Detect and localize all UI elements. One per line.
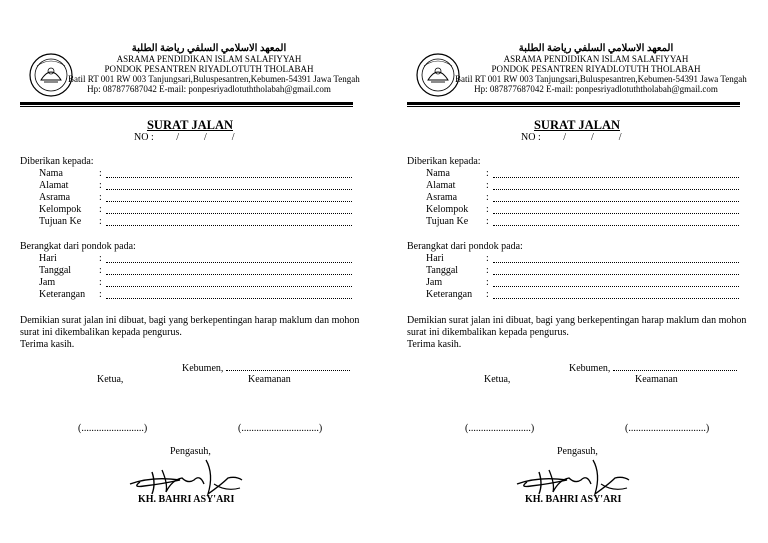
field-label: Nama [426,168,450,179]
arabic-institution-name: المعهد الاسلامي السلفي رياضة الطلبة [518,43,674,54]
institution-line-1: ASRAMA PENDIDIKAN ISLAM SALAFIYYAH [503,54,689,64]
pengasuh-label: Pengasuh, [557,446,598,457]
document-title: SURAT JALAN [533,118,620,132]
fill-line[interactable] [106,189,352,190]
berangkat-label: Berangkat dari pondok pada: [20,241,136,252]
date-fill-line[interactable] [613,362,737,371]
field-tanggal[interactable]: Tanggal : [39,265,352,277]
header-divider-thick [20,102,353,105]
institution-address: Batil RT 001 RW 003 Tanjungsari,Buluspesantren,Kebumen-54391 Jawa Tengah [455,74,747,84]
fill-line[interactable] [493,262,739,263]
keamanan-label: Keamanan [248,374,291,385]
keamanan-signature-line[interactable]: (...............................) [238,423,323,434]
field-label: Alamat [39,180,69,191]
fill-line[interactable] [106,201,352,202]
letterhead-text [455,43,747,94]
field-label: Jam [426,277,443,288]
institution-line-1: ASRAMA PENDIDIKAN ISLAM SALAFIYYAH [116,54,302,64]
fill-line[interactable] [106,177,352,178]
fill-line[interactable] [493,189,739,190]
field-alamat[interactable]: Alamat : [426,180,739,192]
document-number: NO : / / / [134,132,235,143]
institution-address: Batil RT 001 RW 003 Tanjungsari,Buluspesantren,Kebumen-54391 Jawa Tengah [68,74,360,84]
fill-line[interactable] [106,225,352,226]
letterhead [20,44,360,102]
fill-line[interactable] [106,262,352,263]
fill-line[interactable] [106,286,352,287]
ketua-label: Ketua, [97,374,124,385]
document-title: SURAT JALAN [146,118,233,132]
field-label: Tujuan Ke [426,216,469,227]
institution-line-2: PONDOK PESANTREN RIYADLOTUTH THOLABAH [491,64,701,74]
kh-name: KH. BAHRI ASY'ARI [525,494,622,505]
field-label: Tanggal [39,265,72,276]
field-tujuan-ke[interactable]: Tujuan Ke : [39,216,352,228]
institution-line-2: PONDOK PESANTREN RIYADLOTUTH THOLABAH [104,64,314,74]
field-label: Hari [39,253,57,264]
ketua-signature-line[interactable]: (.........................) [465,423,535,434]
ketua-signature-line[interactable]: (.........................) [78,423,148,434]
fill-line[interactable] [493,298,739,299]
field-kelompok[interactable]: Kelompok : [426,204,739,216]
field-nama[interactable]: Nama : [39,168,352,180]
ketua-label: Ketua, [484,374,511,385]
field-label: Tujuan Ke [39,216,82,227]
letterhead [407,44,747,102]
fill-line[interactable] [106,298,352,299]
fill-line[interactable] [493,213,739,214]
closing-paragraph [20,315,360,351]
fill-line[interactable] [106,213,352,214]
thanks-text: Terima kasih. [20,339,75,350]
letterhead-text [68,43,360,94]
keamanan-label: Keamanan [635,374,678,385]
handwritten-signature [122,454,252,496]
field-label: Asrama [39,192,71,203]
field-jam[interactable]: Jam : [39,277,352,289]
place-date [569,362,737,374]
field-label: Alamat [426,180,456,191]
closing-text: Demikian surat jalan ini dibuat, bagi yang berkepentingan harap maklum dan mohon surat ini dikembalikan kepada pengurus. [20,315,360,338]
document-number: NO : / / / [521,132,622,143]
keamanan-signature-line[interactable]: (...............................) [625,423,710,434]
fill-line[interactable] [493,225,739,226]
field-label: Asrama [426,192,458,203]
field-nama[interactable]: Nama : [426,168,739,180]
field-keterangan[interactable]: Keterangan : [39,289,352,301]
field-label: Keterangan [39,289,86,300]
place-date [182,362,350,374]
header-divider-thick [407,102,740,105]
field-label: Kelompok [39,204,82,215]
fill-line[interactable] [493,201,739,202]
place-label: Kebumen, [569,363,611,374]
field-hari[interactable]: Hari : [39,253,352,265]
institution-contact: Hp: 087877687042 E-mail: ponpesriyadlotuththolabah@gmail.com [87,84,331,94]
field-label: Keterangan [426,289,473,300]
field-label: Tanggal [426,265,459,276]
closing-text: Demikian surat jalan ini dibuat, bagi yang berkepentingan harap maklum dan mohon surat ini dikembalikan kepada pengurus. [407,315,747,338]
fill-line[interactable] [106,274,352,275]
arabic-institution-name: المعهد الاسلامي السلفي رياضة الطلبة [131,43,287,54]
field-label: Jam [39,277,56,288]
field-jam[interactable]: Jam : [426,277,739,289]
field-keterangan[interactable]: Keterangan : [426,289,739,301]
berangkat-label: Berangkat dari pondok pada: [407,241,523,252]
pengasuh-label: Pengasuh, [170,446,211,457]
place-label: Kebumen, [182,363,224,374]
surat-jalan-form-left [20,44,360,534]
field-label: Hari [426,253,444,264]
surat-jalan-form-right [407,44,747,534]
field-kelompok[interactable]: Kelompok : [39,204,352,216]
fill-line[interactable] [493,177,739,178]
fill-line[interactable] [493,274,739,275]
fill-line[interactable] [493,286,739,287]
field-asrama[interactable]: Asrama : [39,192,352,204]
header-divider-thin [407,106,740,107]
date-fill-line[interactable] [226,362,350,371]
diberikan-kepada-label: Diberikan kepada: [407,156,481,167]
field-alamat[interactable]: Alamat : [39,180,352,192]
field-tujuan-ke[interactable]: Tujuan Ke : [426,216,739,228]
thanks-text: Terima kasih. [407,339,462,350]
handwritten-signature [509,454,639,496]
closing-paragraph [407,315,747,351]
field-label: Kelompok [426,204,469,215]
field-asrama[interactable]: Asrama : [426,192,739,204]
institution-contact: Hp: 087877687042 E-mail: ponpesriyadlotuththolabah@gmail.com [474,84,718,94]
diberikan-kepada-label: Diberikan kepada: [20,156,94,167]
field-hari[interactable]: Hari : [426,253,739,265]
header-divider-thin [20,106,353,107]
kh-name: KH. BAHRI ASY'ARI [138,494,235,505]
field-tanggal[interactable]: Tanggal : [426,265,739,277]
field-label: Nama [39,168,63,179]
